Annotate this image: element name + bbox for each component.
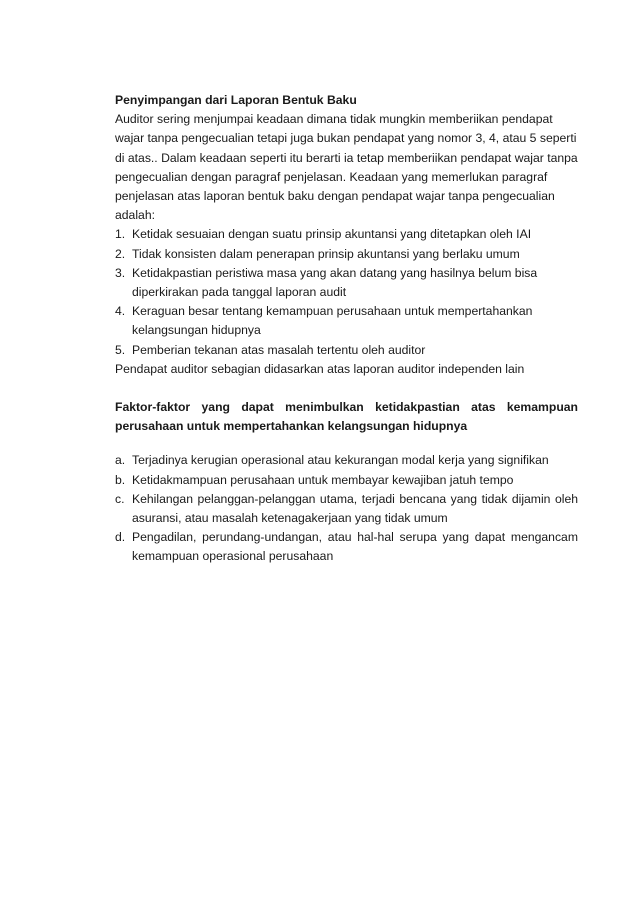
list-item [115,264,578,302]
section-heading: Penyimpangan dari Laporan Bentuk Baku [115,93,357,107]
list-item-text: Kehilangan pelanggan-pelanggan utama, terjadi bencana yang tidak dijamin oleh asuransi, atau masalah ketenagakerjaan yang tidak umum [132,491,578,526]
list-item-text: Tidak konsisten dalam penerapan prinsip akuntansi yang berlaku umum [132,246,520,261]
list-marker: b. [115,472,126,487]
list-marker: 4. [115,304,126,319]
list-item-text: Ketidak sesuaian dengan suatu prinsip akuntansi yang ditetapkan oleh IAI [132,227,532,242]
list-marker: 2. [115,246,126,261]
list-item [115,245,578,264]
section-heading: Faktor-faktor yang dapat menimbulkan ketidakpastian atas kemampuan perusahaan untuk mempertahankan kelangsungan hidupnya [115,400,578,434]
paragraph-spacer [115,379,578,398]
list-item [115,302,578,340]
list-marker: c. [115,491,125,506]
list-item [115,528,578,566]
closing-paragraph: Pendapat auditor sebagian didasarkan atas laporan auditor independen lain [115,361,525,376]
list-item-text: Keraguan besar tentang kemampuan perusahaan untuk mempertahankan kelangsungan hidupnya [132,304,533,338]
list-marker: a. [115,453,126,468]
list-marker: d. [115,530,126,545]
list-item [115,471,578,490]
section-deviation-standard-report [115,91,578,379]
list-item [115,225,578,244]
list-item-text: Terjadinya kerugian operasional atau kekurangan modal kerja yang signifikan [132,453,549,468]
lettered-list [115,451,578,566]
list-item-text: Pengadilan, perundang-undangan, atau hal-hal serupa yang dapat mengancam kemampuan operasional perusahaan [132,530,578,564]
list-marker: 1. [115,227,126,242]
section-uncertainty-factors [115,398,578,567]
list-item-text: Ketidakpastian peristiwa masa yang akan datang yang hasilnya belum bisa diperkirakan pada tanggal laporan audit [132,265,538,300]
numbered-list [115,225,578,359]
intro-paragraph: Auditor sering menjumpai keadaan dimana tidak mungkin memberiikan pendapat wajar tanpa pengecualian tetapi juga bukan pendapat yang nomor 3, 4, atau 5 seperti di atas.. Dalam keadaan seperti itu berarti ia tetap memberiikan pendapat wajar tanpa pengecualian dengan paragraf penjelasan. Keadaan yang memerlukan paragraf penjelasan atas laporan bentuk baku dengan pendapat wajar tanpa pengecualian adalah: [115,112,578,223]
list-marker: 3. [115,265,126,280]
list-item-text: Pemberian tekanan atas masalah tertentu oleh auditor [132,342,426,357]
list-item-text: Ketidakmampuan perusahaan untuk membayar kewajiban jatuh tempo [132,472,514,487]
list-item [115,341,578,360]
list-marker: 5. [115,342,126,357]
list-item [115,490,578,528]
list-item [115,451,578,470]
